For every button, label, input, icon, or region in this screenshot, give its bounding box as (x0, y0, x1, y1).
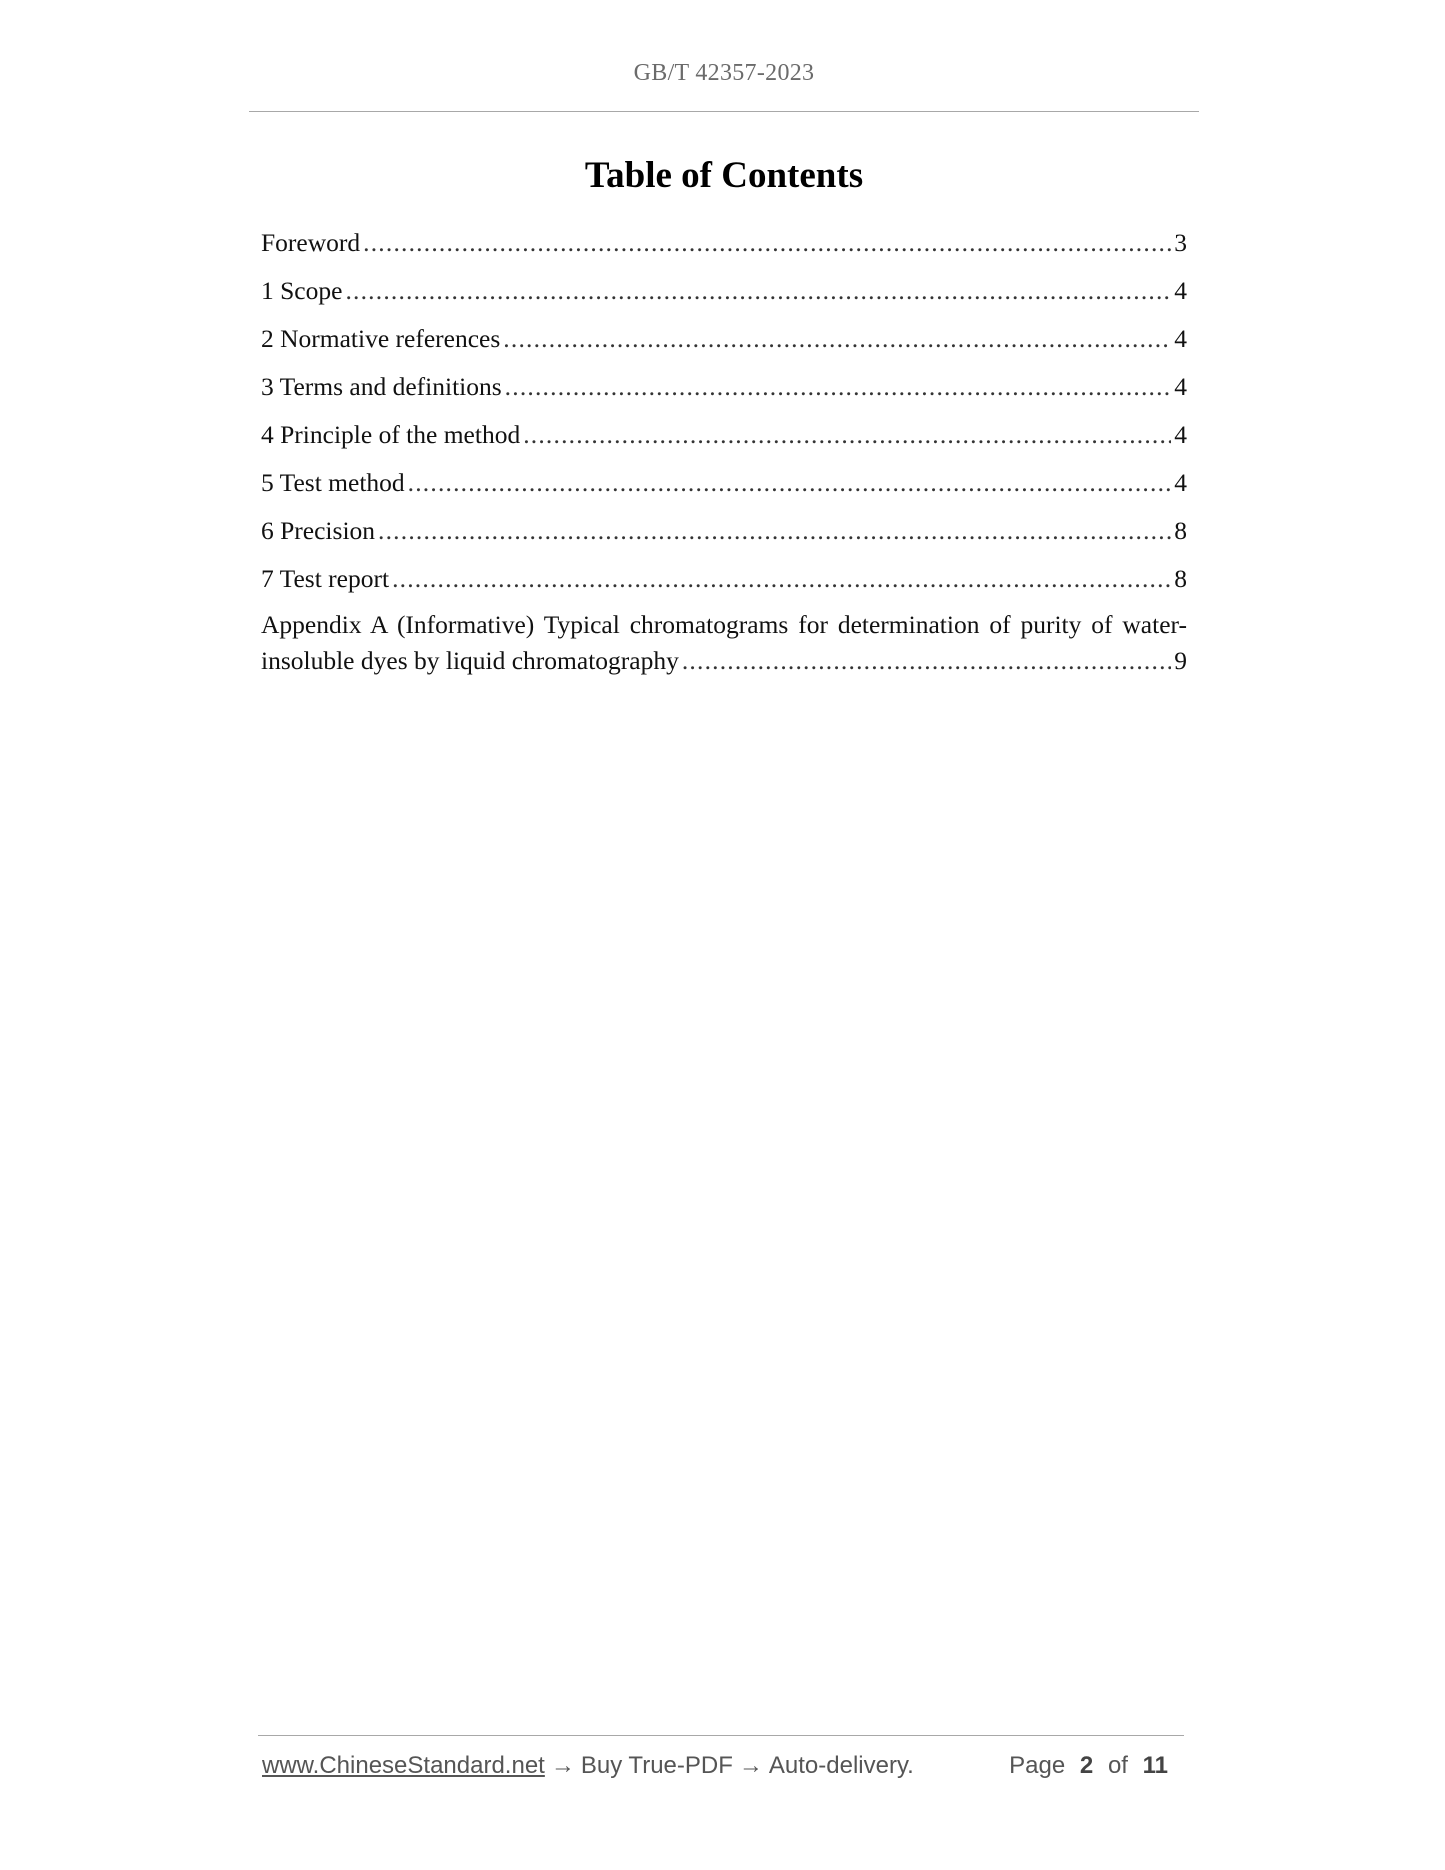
toc-entry-label: 4 Principle of the method (261, 420, 521, 449)
dot-leader (378, 511, 1171, 551)
toc-entry-test-report[interactable] (261, 559, 1187, 607)
arrow-right-icon: → (738, 1752, 763, 1779)
dot-leader (682, 643, 1171, 679)
toc-entry-label: Foreword (261, 228, 361, 257)
header-rule (249, 111, 1199, 112)
toc-entry-label: 1 Scope (261, 276, 343, 305)
toc-entry-label-line1: Appendix A (Informative) Typical chromatograms for determination of purity of water- (261, 610, 1187, 639)
toc-entry-label: 2 Normative references (261, 324, 501, 353)
page-header: GB/T 42357-2023 (633, 60, 815, 86)
page-indicator (1009, 1752, 1176, 1780)
toc-entry-appendix-a[interactable] (261, 607, 1187, 679)
page-footer (262, 1752, 1182, 1780)
toc-entry-page: 4 (1174, 468, 1187, 497)
toc-entry-page: 8 (1174, 516, 1187, 545)
dot-leader (503, 319, 1171, 359)
toc-entry-page: 4 (1174, 372, 1187, 401)
toc-entry-page: 4 (1174, 420, 1187, 449)
dot-leader (363, 223, 1171, 263)
toc-entry-foreword[interactable] (261, 223, 1187, 271)
toc-entry-precision[interactable] (261, 511, 1187, 559)
total-pages-number: 11 (1142, 1752, 1168, 1779)
toc-title: Table of Contents (584, 155, 864, 196)
buy-true-pdf-text: Buy True-PDF (580, 1752, 733, 1779)
page-word: Page (1009, 1752, 1066, 1779)
footer-rule (258, 1735, 1184, 1736)
toc-entry-page: 4 (1174, 324, 1187, 353)
site-link[interactable]: www.ChineseStandard.net (262, 1752, 545, 1779)
dot-leader (345, 271, 1171, 311)
toc-entry-label: 6 Precision (261, 516, 376, 545)
dot-leader (523, 415, 1171, 455)
arrow-right-icon: → (550, 1752, 575, 1779)
toc-entry-scope[interactable] (261, 271, 1187, 319)
table-of-contents (261, 223, 1187, 679)
toc-entry-page: 4 (1174, 276, 1187, 305)
of-word: of (1107, 1752, 1128, 1779)
toc-entry-page: 9 (1174, 646, 1187, 675)
dot-leader (392, 559, 1171, 599)
toc-entry-label: 5 Test method (261, 468, 405, 497)
toc-entry-page: 8 (1174, 564, 1187, 593)
toc-entry-page: 3 (1174, 228, 1187, 257)
dot-leader (408, 463, 1172, 503)
auto-delivery-text: Auto-delivery. (768, 1752, 914, 1779)
toc-entry-test-method[interactable] (261, 463, 1187, 511)
toc-entry-normative-references[interactable] (261, 319, 1187, 367)
dot-leader (505, 367, 1172, 407)
toc-entry-label: 7 Test report (261, 564, 390, 593)
toc-entry-terms-definitions[interactable] (261, 367, 1187, 415)
current-page-number: 2 (1079, 1752, 1094, 1779)
toc-entry-principle[interactable] (261, 415, 1187, 463)
toc-entry-label: 3 Terms and definitions (261, 372, 502, 401)
toc-entry-label-line2: insoluble dyes by liquid chromatography (261, 646, 679, 675)
toc-entry-line2 (261, 643, 1187, 679)
